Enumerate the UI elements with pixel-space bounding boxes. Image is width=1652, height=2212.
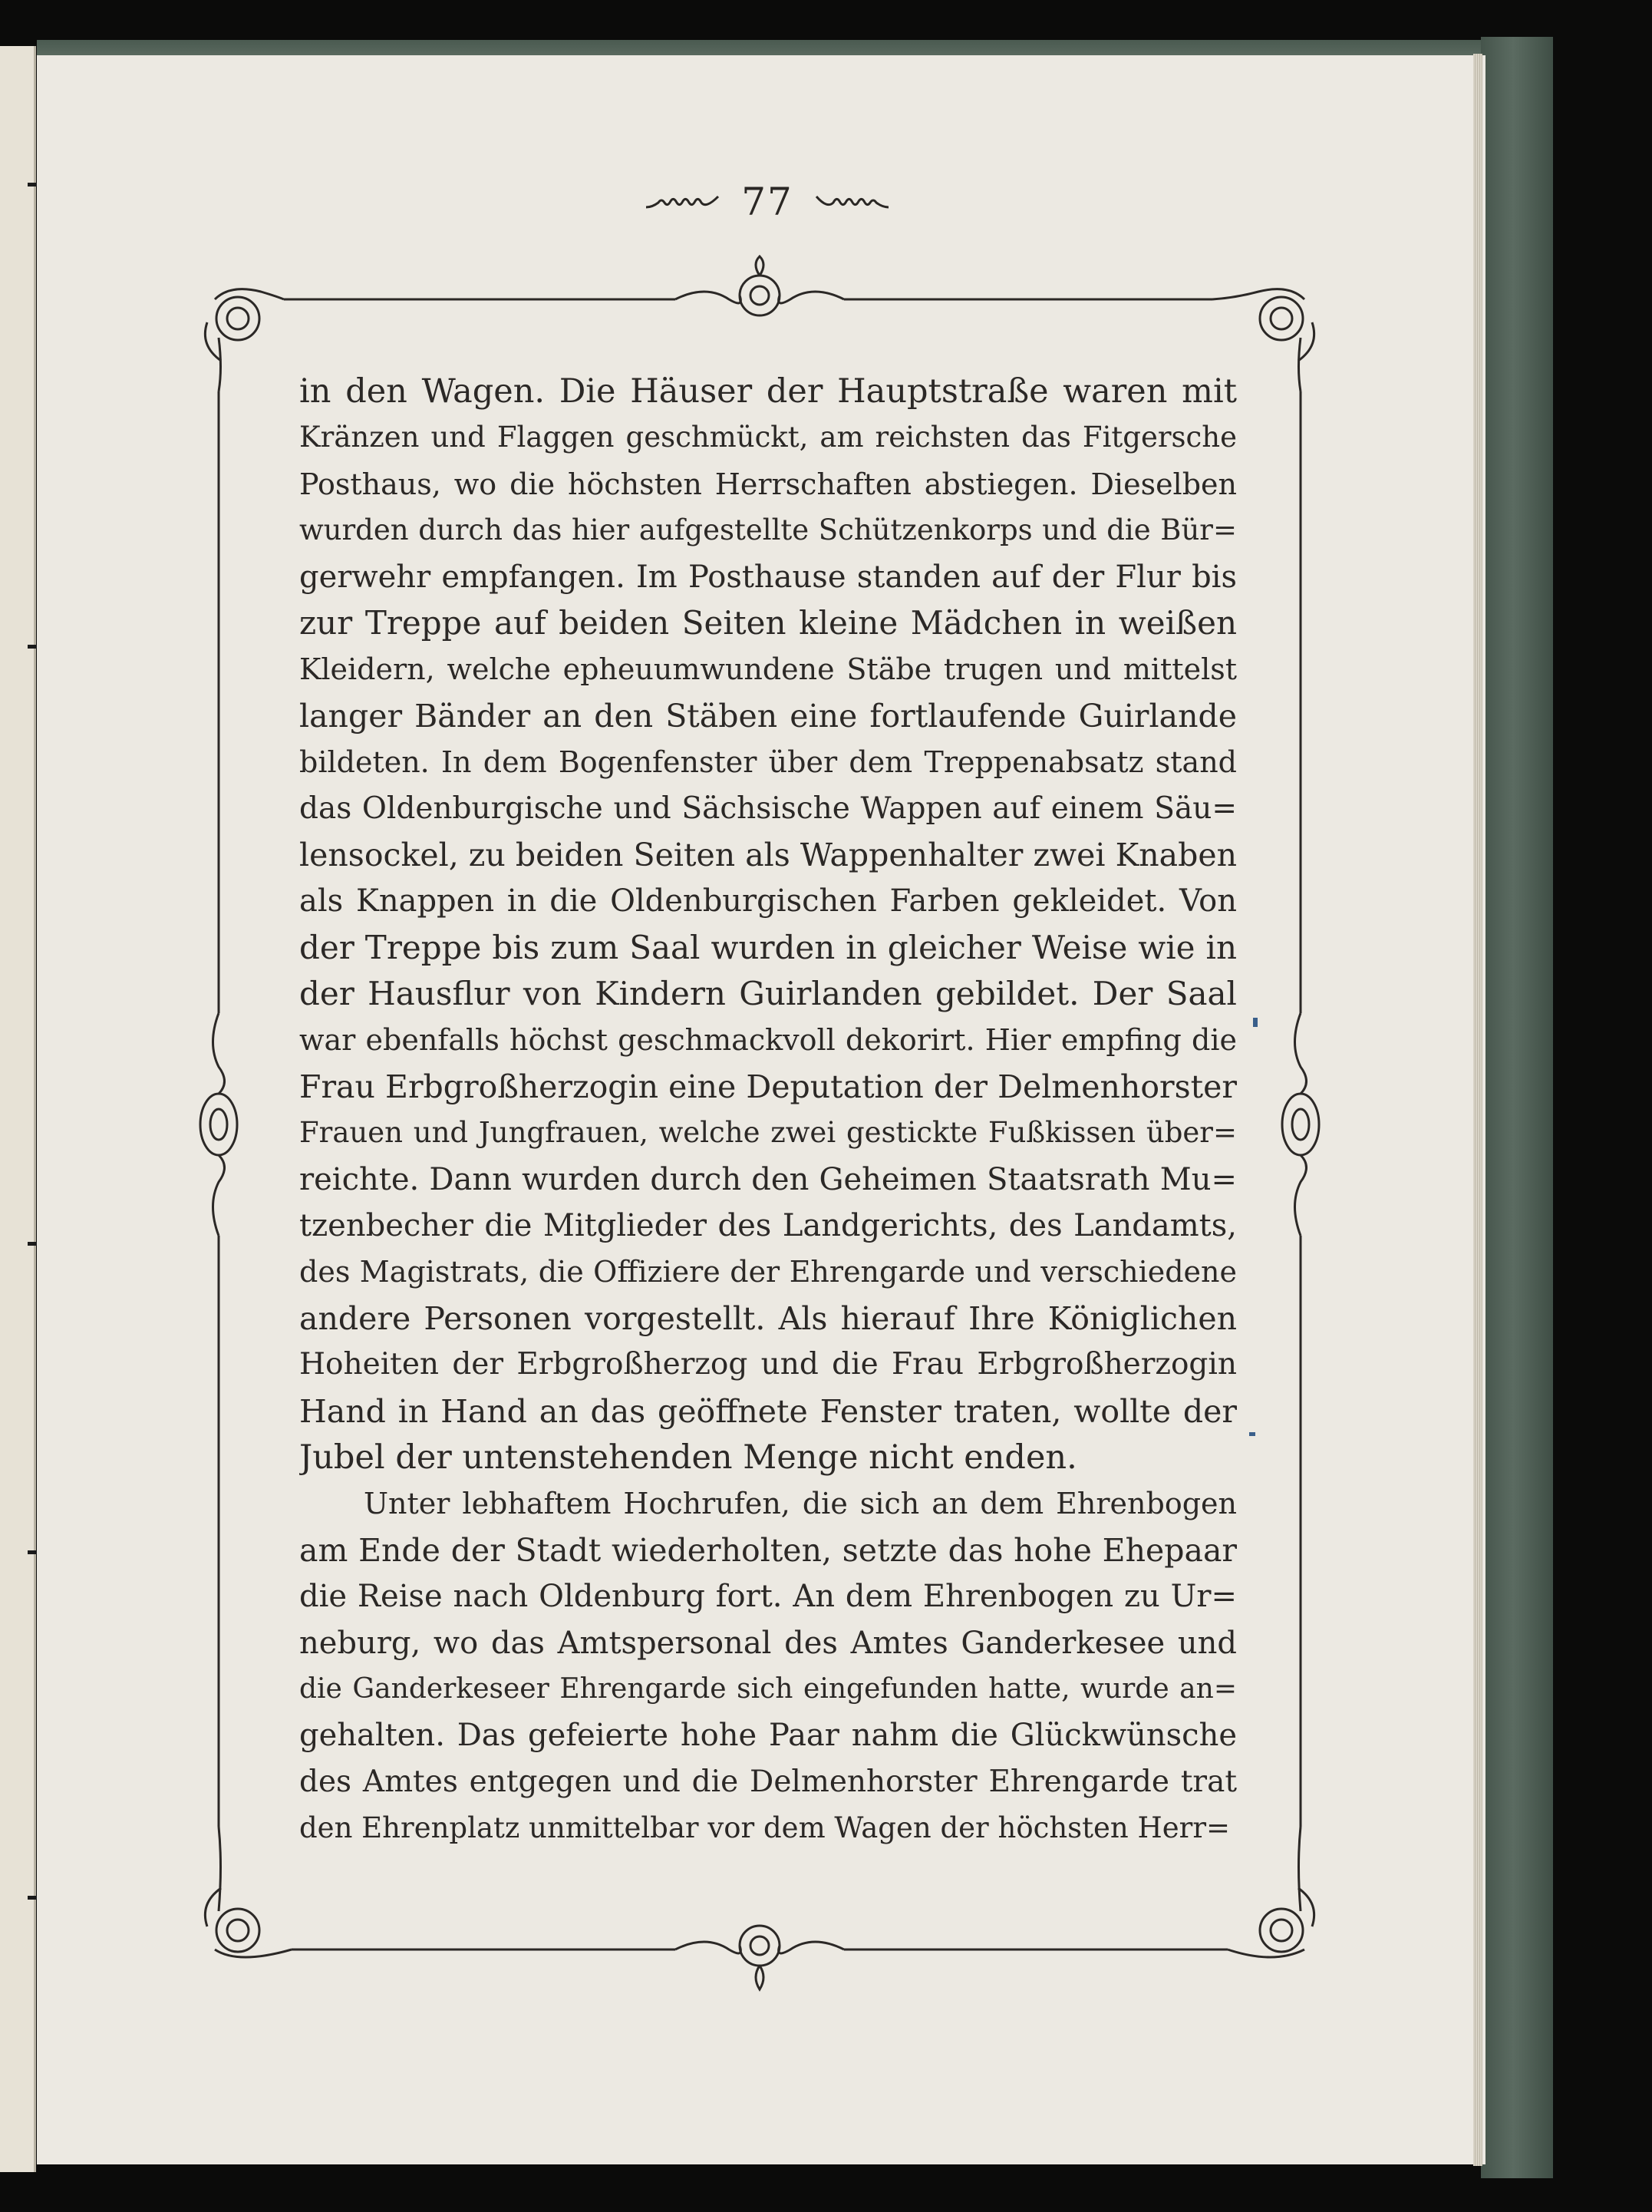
text-line: der Hausflur von Kindern Guirlanden gebildet. Der Saal bbox=[299, 975, 1237, 1013]
squiggle-icon bbox=[645, 192, 721, 212]
corner-flourish-icon bbox=[1228, 1827, 1314, 1957]
text-line: das Oldenburgische und Sächsische Wappen auf einem Säu= bbox=[299, 791, 1237, 826]
text-line: Frau Erbgroßherzogin eine Deputation der Delmenhorster bbox=[299, 1068, 1237, 1105]
corner-flourish-icon bbox=[205, 1827, 292, 1957]
text-line: Posthaus, wo die höchsten Herrschaften abstiegen. Dieselben bbox=[299, 467, 1237, 501]
text-line: lensockel, zu beiden Seiten als Wappenhalter zwei Knaben bbox=[299, 836, 1237, 873]
text-line: die Reise nach Oldenburg fort. An dem Ehrenbogen zu Ur= bbox=[299, 1579, 1237, 1615]
text-line: tzenbecher die Mitglieder des Landgerichts, des Landamts, bbox=[299, 1208, 1237, 1244]
text-line: zur Treppe auf beiden Seiten kleine Mädchen in weißen bbox=[299, 603, 1237, 642]
page-header bbox=[622, 175, 913, 229]
text-line: als Knappen in die Oldenburgischen Farben gekleidet. Von bbox=[299, 883, 1237, 919]
page-number: 77 bbox=[741, 180, 793, 224]
corner-flourish-icon bbox=[205, 289, 284, 391]
text-line: war ebenfalls höchst geschmackvoll dekorirt. Hier empfing die bbox=[299, 1023, 1237, 1058]
side-flourish-icon bbox=[200, 1013, 237, 1236]
text-line: Kränzen und Flaggen geschmückt, am reichsten das Fitgersche bbox=[299, 421, 1237, 454]
book-cover-cloth bbox=[1481, 37, 1553, 2178]
text-line: den Ehrenplatz unmittelbar vor dem Wagen der höchsten Herr= bbox=[299, 1811, 1231, 1845]
text-line: wurden durch das hier aufgestellte Schützenkorps und die Bür= bbox=[299, 513, 1237, 547]
body-text bbox=[299, 368, 1237, 1852]
text-line: neburg, wo das Amtspersonal des Amtes Ganderkesee und bbox=[299, 1625, 1237, 1661]
center-flourish-icon bbox=[675, 256, 844, 315]
text-line: langer Bänder an den Stäben eine fortlaufende Guirlande bbox=[299, 697, 1237, 735]
squiggle-icon bbox=[813, 192, 890, 212]
text-line: gerwehr empfangen. Im Posthause standen auf der Flur bis bbox=[299, 559, 1237, 595]
page-stack-edge bbox=[1473, 54, 1482, 2166]
text-line: Unter lebhaftem Hochrufen, die sich an dem Ehrenbogen bbox=[364, 1487, 1237, 1521]
text-line: des Amtes entgegen und die Delmenhorster Ehrengarde trat bbox=[299, 1764, 1237, 1799]
text-line: andere Personen vorgestellt. Als hierauf Ihre Königlichen bbox=[299, 1299, 1237, 1337]
ink-speck bbox=[1249, 1432, 1255, 1436]
previous-page-edge bbox=[0, 46, 36, 2172]
side-flourish-icon bbox=[1282, 1013, 1319, 1236]
center-flourish-icon bbox=[675, 1926, 844, 1989]
text-line: in den Wagen. Die Häuser der Hauptstraße waren mit bbox=[299, 372, 1237, 411]
text-line: Kleidern, welche epheuumwundene Stäbe trugen und mittelst bbox=[299, 652, 1237, 687]
text-line: die Ganderkeseer Ehrengarde sich eingefunden hatte, wurde an= bbox=[299, 1672, 1237, 1705]
ink-speck bbox=[1253, 1018, 1258, 1027]
text-line: Frauen und Jungfrauen, welche zwei gestickte Fußkissen über= bbox=[299, 1116, 1237, 1150]
text-line: Hand in Hand an das geöffnete Fenster traten, wollte der bbox=[299, 1392, 1237, 1430]
text-line: bildeten. In dem Bogenfenster über dem Treppenabsatz stand bbox=[299, 745, 1237, 780]
text-line: Jubel der untenstehenden Menge nicht enden. bbox=[299, 1438, 1077, 1477]
text-line: des Magistrats, die Offiziere der Ehrengarde und verschiedene bbox=[299, 1255, 1237, 1289]
text-line: gehalten. Das gefeierte hohe Paar nahm die Glückwünsche bbox=[299, 1718, 1237, 1754]
text-line: reichte. Dann wurden durch den Geheimen Staatsrath Mu= bbox=[299, 1161, 1237, 1197]
text-line: der Treppe bis zum Saal wurden in gleicher Weise wie in bbox=[299, 928, 1237, 966]
text-line: Hoheiten der Erbgroßherzog und die Frau Erbgroßherzogin bbox=[299, 1347, 1237, 1382]
text-line: am Ende der Stadt wiederholten, setzte das hohe Ehepaar bbox=[299, 1531, 1237, 1569]
